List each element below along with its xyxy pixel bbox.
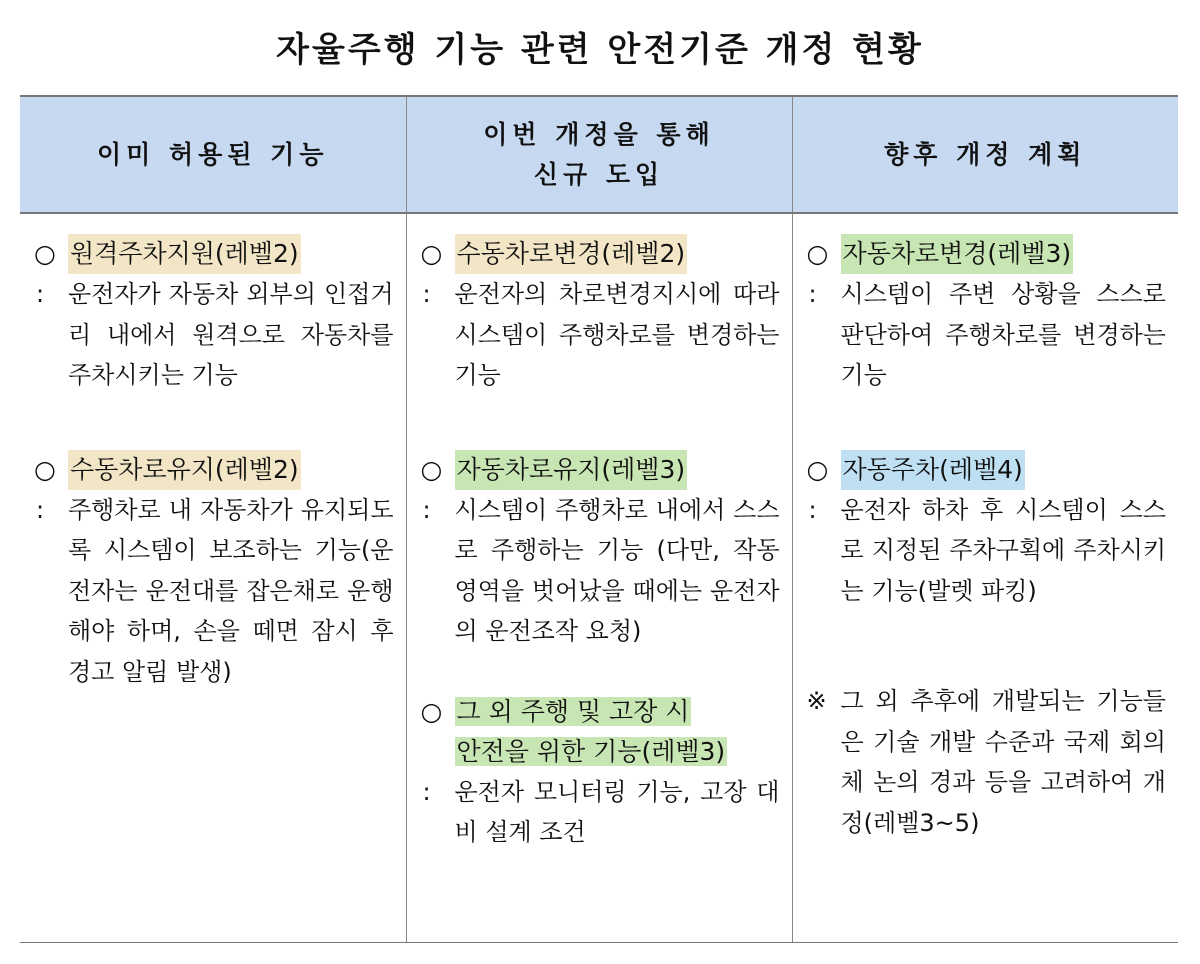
feature-description: 주행차로 내 자동차가 유지되도록 시스템이 보조하는 기능(운전자는 운전대를 잡은채로 운행해야 하며, 손을 떼면 잠시 후 경고 알림 발생) <box>68 495 394 686</box>
header-newly-introduced: 이번 개정을 통해 신규 도입 <box>406 96 792 213</box>
list-item: ○ 자동주차(레벨4) : 운전자 하차 후 시스템이 스스로 지정된 주차구획에 주차시키는 기능(발렛 파킹) <box>803 450 1167 612</box>
content-row <box>20 213 1178 943</box>
feature-label: 원격주차지원(레벨2) <box>68 234 301 274</box>
page-title: 자율주행 기능 관련 안전기준 개정 현황 <box>276 30 924 70</box>
feature-description: 시스템이 주변 상황을 스스로 판단하여 주행차로를 변경하는 기능 <box>840 280 1166 389</box>
list-item: ○ 자동차로유지(레벨3) : 시스템이 주행차로 내에서 스스로 주행하는 기능 (다만, 작동영역을 벗어났을 때에는 운전자의 운전조작 요청) <box>417 450 780 652</box>
list-item: ○ 원격주차지원(레벨2) : 운전자가 자동차 외부의 인접거리 내에서 원격으로 자동차를 주차시키는 기능 <box>30 234 394 396</box>
header-already-allowed: 이미 허용된 기능 <box>20 96 406 213</box>
feature-description: 시스템이 주행차로 내에서 스스로 주행하는 기능 (다만, 작동영역을 벗어났을 때에는 운전자의 운전조작 요청) <box>454 495 780 645</box>
circle-bullet-icon: ○ <box>420 454 443 484</box>
column-already-allowed <box>20 213 406 943</box>
feature-description: 운전자가 자동차 외부의 인접거리 내에서 원격으로 자동차를 주차시키는 기능 <box>68 280 394 389</box>
circle-bullet-icon: ○ <box>806 239 829 268</box>
note-text: 그 외 추후에 개발되는 기능들은 기술 개발 수준과 국제 회의체 논의 경과 등을 고려하여 개정(레벨3~5) <box>840 687 1166 837</box>
future-note <box>803 681 1167 843</box>
circle-bullet-icon: ○ <box>34 454 56 484</box>
feature-label: 자동주차(레벨4) <box>841 450 1025 490</box>
feature-description: 운전자 모니터링 기능, 고장 대비 설계 조건 <box>454 777 780 846</box>
header-future-plan: 향후 개정 계획 <box>792 96 1178 213</box>
feature-description: 운전자의 차로변경지시에 따라 시스템이 주행차로를 변경하는 기능 <box>454 280 780 389</box>
circle-bullet-icon: ○ <box>806 454 829 484</box>
list-item: ○ 수동차로변경(레벨2) : 운전자의 차로변경지시에 따라 시스템이 주행차로를 변경하는 기능 <box>417 234 780 396</box>
feature-label-line1: 그 외 주행 및 고장 시 <box>456 696 690 726</box>
regulation-status-table <box>20 95 1178 943</box>
circle-bullet-icon: ○ <box>34 239 56 268</box>
list-item: ○ 자동차로변경(레벨3) : 시스템이 주변 상황을 스스로 판단하여 주행차로를 변경하는 기능 <box>803 234 1167 396</box>
feature-label: 자동차로변경(레벨3) <box>841 234 1074 274</box>
feature-label: 수동차로변경(레벨2) <box>455 234 688 274</box>
list-item: ○ 수동차로유지(레벨2) : 주행차로 내 자동차가 유지되도록 시스템이 보조하는 기능(운전자는 운전대를 잡은채로 운행해야 하며, 손을 떼면 잠시 후 경고 알림 발생) <box>30 450 394 693</box>
header-row <box>20 96 1178 213</box>
list-item: ○ 그 외 주행 및 고장 시 안전을 위한 기능(레벨3) : 운전자 모니터링 기능, 고장 대비 설계 조건 <box>417 692 780 853</box>
column-newly-introduced <box>406 213 792 943</box>
circle-bullet-icon: ○ <box>420 696 443 726</box>
circle-bullet-icon: ○ <box>420 239 443 268</box>
feature-label-line2: 안전을 위한 기능(레벨3) <box>456 736 726 766</box>
column-future-plan <box>792 213 1178 943</box>
feature-label: 수동차로유지(레벨2) <box>68 450 301 490</box>
feature-description: 운전자 하차 후 시스템이 스스로 지정된 주차구획에 주차시키는 기능(발렛 파킹) <box>840 495 1166 605</box>
reference-mark-icon: ※ <box>806 687 827 715</box>
feature-label: 자동차로유지(레벨3) <box>455 450 688 490</box>
